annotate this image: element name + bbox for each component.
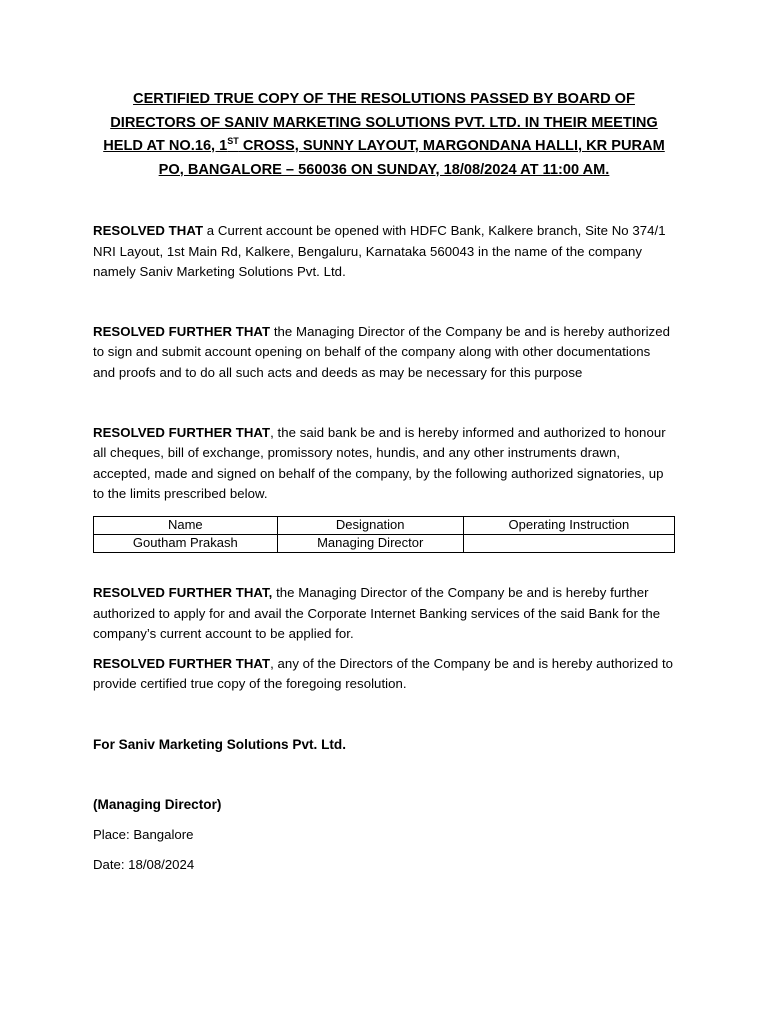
header-name: Name (94, 516, 278, 534)
cell-designation: Managing Director (277, 534, 463, 552)
resolution-4-text: the Managing Director of the Company be and is hereby further authorized to apply for and avail the Corporate Internet Banking services of the said Bank for the company’s current account to be applied for. (93, 584, 661, 642)
document-page (93, 88, 675, 875)
table-row (94, 534, 675, 552)
title-part-1: CERTIFIED TRUE COPY OF THE RESOLUTIONS PASSED BY BOARD OF DIRECTORS OF SANIV MARKETING SOLUTIONS PVT. LTD. IN THEIR MEETING HELD AT NO.16, 1 (103, 91, 658, 154)
resolution-4-lead: RESOLVED FURTHER THAT, (93, 584, 273, 600)
document-title (93, 88, 675, 182)
resolution-3-text: , the said bank be and is hereby informed and authorized to honour all cheques, bill of exchange, promissory notes, hundis, and any other instruments drawn, accepted, made and signed on behalf of the company, by the following authorized signatories, up to the limits prescribed below. (93, 424, 666, 502)
cell-name: Goutham Prakash (94, 534, 278, 552)
resolution-3 (93, 423, 675, 505)
resolution-3-lead: RESOLVED FURTHER THAT (93, 424, 271, 440)
date-line: Date: 18/08/2024 (93, 856, 195, 872)
title-superscript: ST (227, 136, 239, 147)
title-part-2: CROSS, SUNNY LAYOUT, MARGONDANA HALLI, KR PURAM PO, BANGALORE – 560036 ON SUNDAY, 18/08/2024 AT 11:00 AM. (158, 138, 665, 178)
resolution-5 (93, 654, 675, 695)
resolution-1-lead: RESOLVED THAT (93, 223, 204, 238)
resolution-1-text: a Current account be opened with HDFC Bank, Kalkere branch, Site No 374/1 NRI Layout, 1st Main Rd, Kalkere, Bengaluru, Karnataka 560043 in the name of the company namely Saniv Marketing Solutions Pvt. Ltd. (93, 223, 666, 280)
resolution-5-lead: RESOLVED FURTHER THAT (93, 655, 271, 671)
resolution-4 (93, 583, 675, 645)
resolution-5-text: , any of the Directors of the Company be and is hereby authorized to provide certified true copy of the foregoing resolution. (93, 655, 674, 692)
cell-operating-instruction (463, 534, 674, 552)
for-company-line: For Saniv Marketing Solutions Pvt. Ltd. (93, 736, 347, 752)
resolution-1 (93, 221, 675, 283)
place-line: Place: Bangalore (93, 826, 194, 842)
signatory-table (93, 516, 675, 553)
header-operating-instruction: Operating Instruction (463, 516, 674, 534)
signatory-role: (Managing Director) (93, 796, 222, 812)
header-designation: Designation (277, 516, 463, 534)
signatory-table-header-row (94, 516, 675, 534)
resolution-2 (93, 322, 675, 384)
resolution-2-text: the Managing Director of the Company be and is hereby authorized to sign and submit account opening on behalf of the company along with other documentations and proofs and to do all such acts and deeds as may be necessary for this purpose (93, 323, 670, 380)
resolution-2-lead: RESOLVED FURTHER THAT (93, 323, 271, 339)
